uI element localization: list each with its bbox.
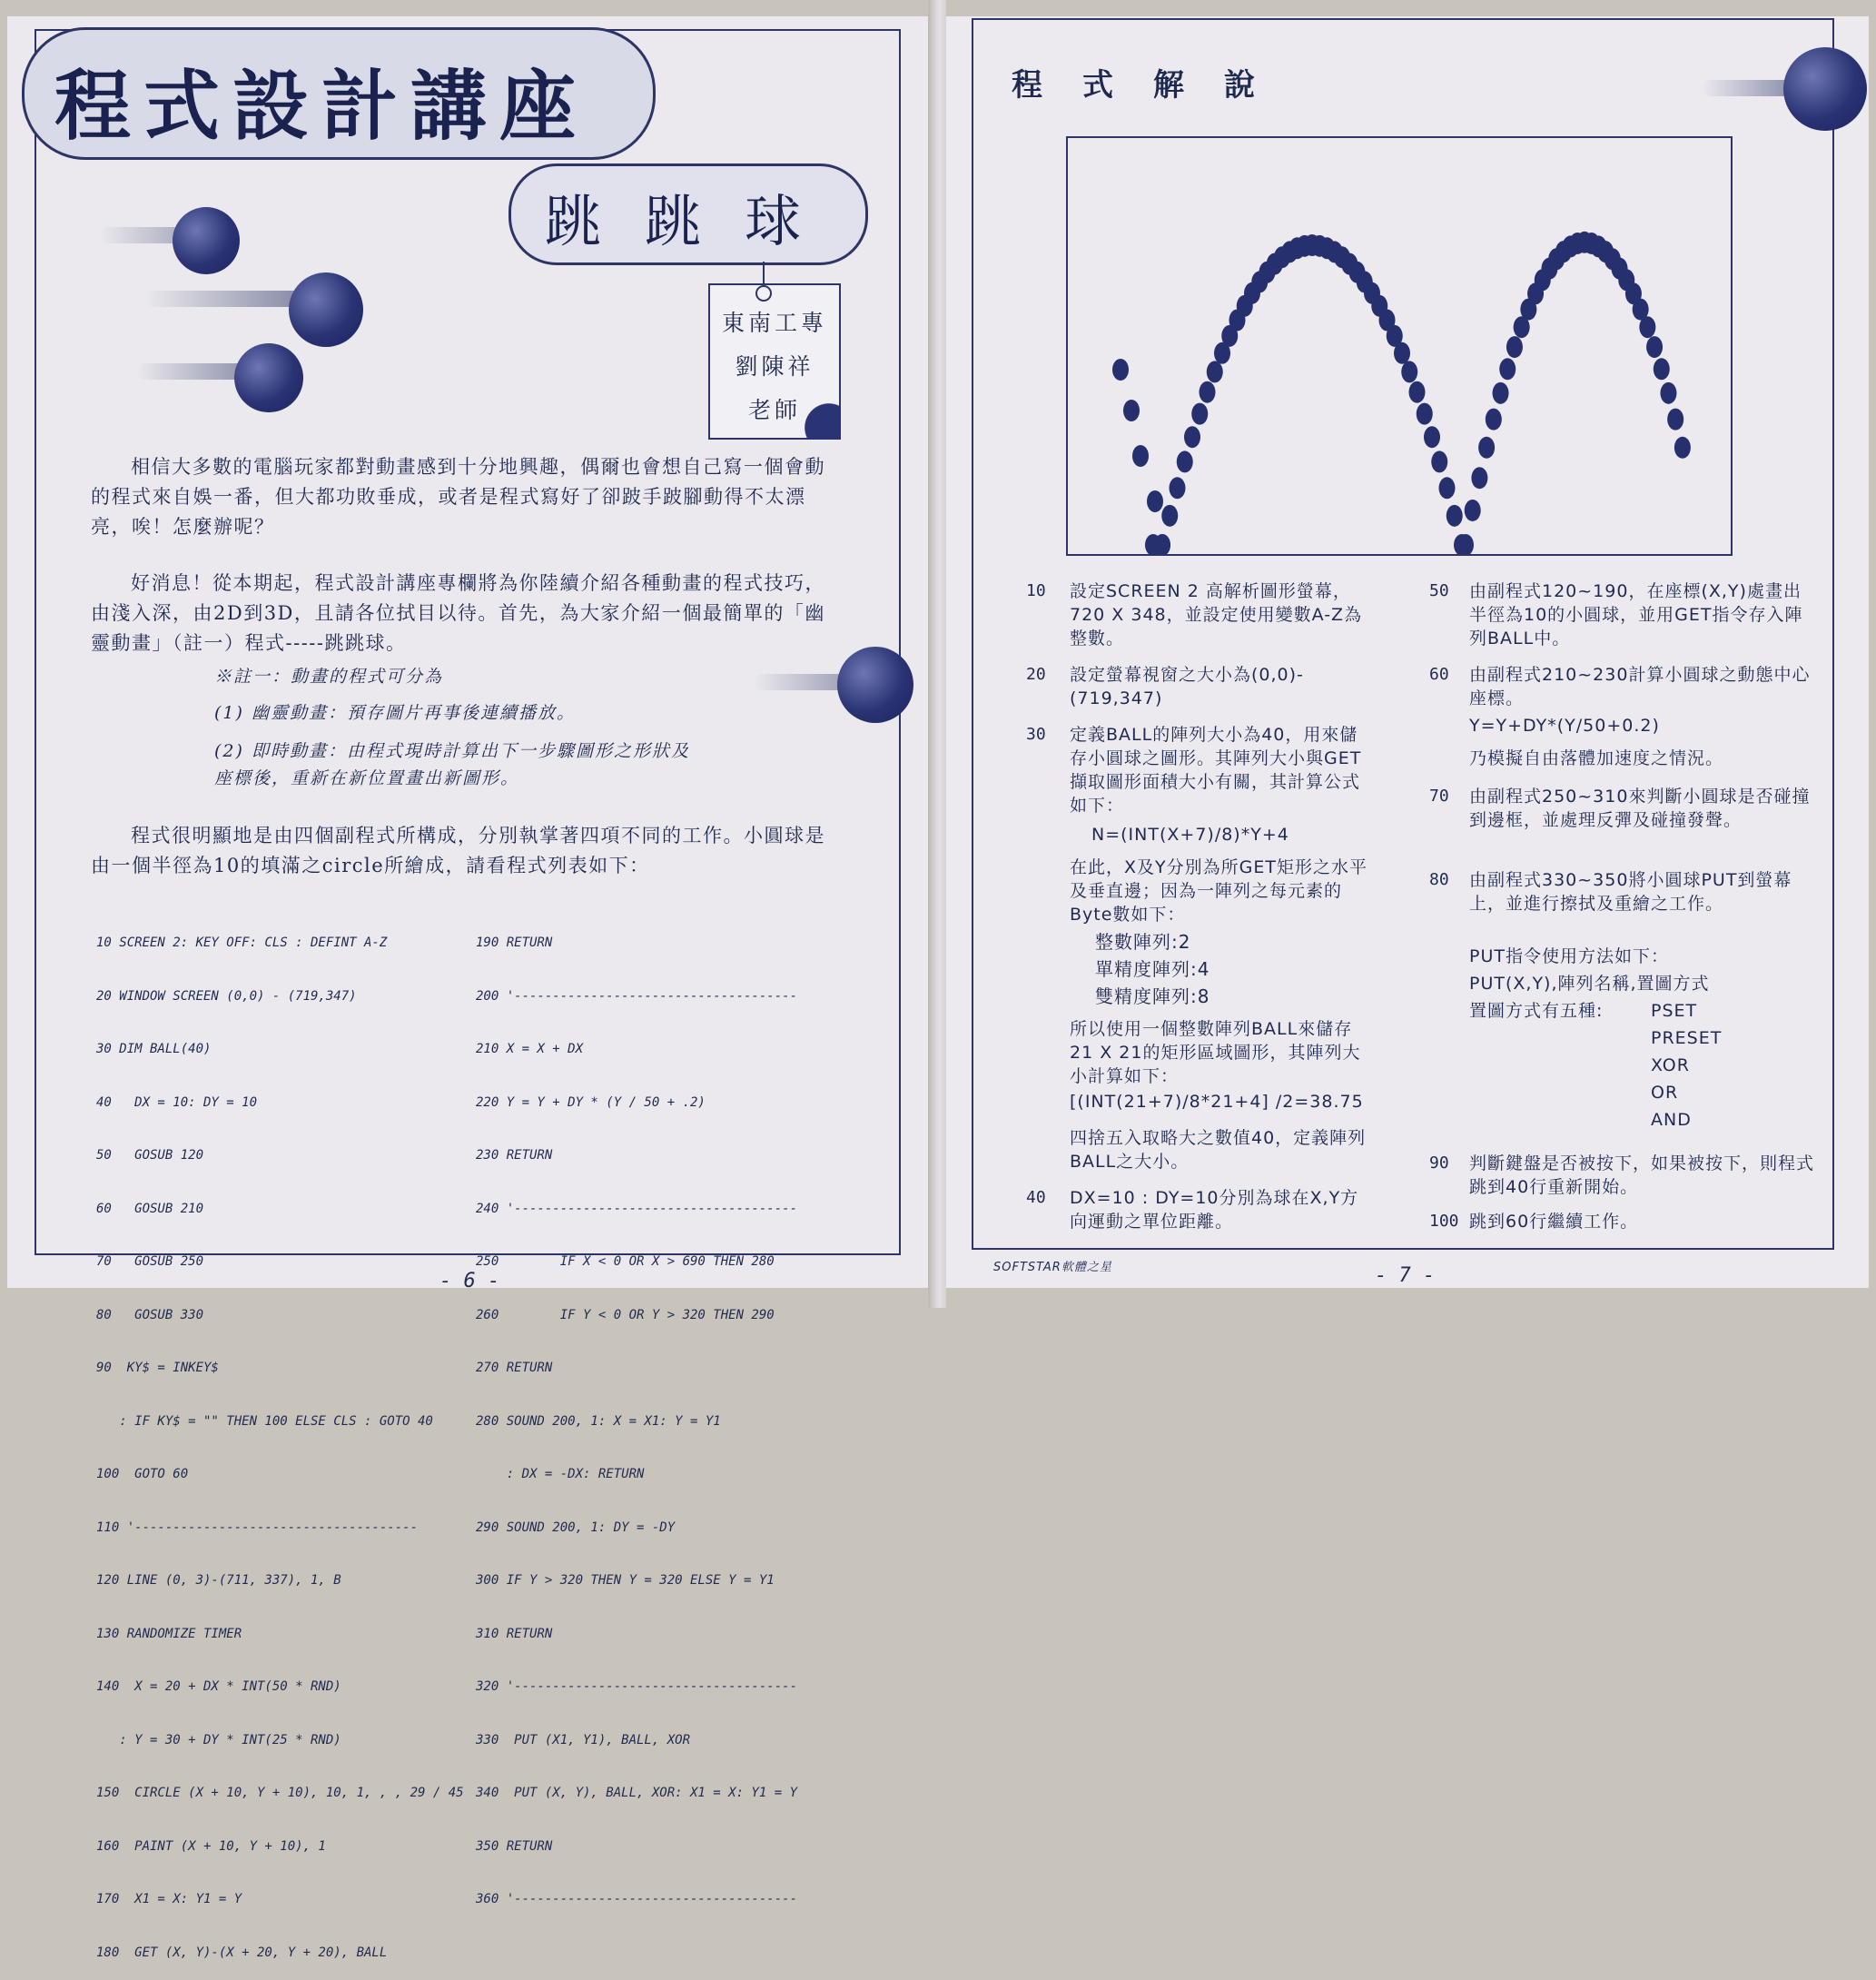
line-number: 40 xyxy=(1026,1188,1046,1207)
code-listing-col1 xyxy=(96,899,464,1980)
explanation-text: 四捨五入取略大之數值40，定義陣列BALL之大小。 xyxy=(1070,1128,1367,1172)
trajectory-ball xyxy=(1394,342,1410,364)
trajectory-ball xyxy=(1667,409,1683,431)
trajectory-ball xyxy=(1409,381,1426,403)
explanation-text: 跳到60行繼續工作。 xyxy=(1469,1212,1639,1232)
explanation-text: PUT指令使用方法如下： xyxy=(1469,946,1669,966)
code-line: 280 SOUND 200, 1: X = X1: Y = Y1 xyxy=(476,1413,721,1429)
intro-paragraph-1: 相信大多數的電腦玩家都對動畫感到十分地興趣，偶爾也會想自己寫一個會動的程式來自娛一番，但大都功敗垂成，或者是程式寫好了卻跛手跛腳動得不太漂亮，唉！怎麼辦呢？ xyxy=(91,456,825,538)
trajectory-ball xyxy=(1161,505,1178,527)
trajectory-ball xyxy=(1207,361,1223,382)
trajectory-ball xyxy=(1465,500,1481,521)
code-line: 160 PAINT (X + 10, Y + 10), 1 xyxy=(96,1838,326,1854)
trajectory-ball xyxy=(1493,382,1509,404)
trajectory-ball xyxy=(1431,450,1447,472)
code-line: 190 RETURN xyxy=(476,936,553,950)
trajectory-ball xyxy=(1177,450,1193,472)
line-number: 20 xyxy=(1026,665,1046,684)
code-line: 220 Y = Y + DY * (Y / 50 + .2) xyxy=(476,1094,706,1110)
line-number: 90 xyxy=(1429,1153,1449,1173)
explanation-text: 由副程式250~310來判斷小圓球是否碰撞到邊框，並處理反彈及碰撞發聲。 xyxy=(1469,787,1811,830)
code-line: 330 PUT (X1, Y1), BALL, XOR xyxy=(476,1732,691,1747)
page-subtitle: 跳跳球 xyxy=(545,188,845,254)
code-line: 140 X = 20 + DX * INT(50 * RND) xyxy=(96,1679,341,1694)
code-line: 30 DIM BALL(40) xyxy=(96,1042,212,1056)
trajectory-ball xyxy=(1184,426,1200,448)
code-line: : Y = 30 + DY * INT(25 * RND) xyxy=(96,1732,341,1747)
footer-brand: SOFTSTAR軟體之星 xyxy=(993,1261,1112,1274)
explanation-text: 由副程式210~230計算小圓球之動態中心座標。 xyxy=(1469,665,1811,708)
code-line: 60 GOSUB 210 xyxy=(96,1201,204,1216)
put-mode: PSET xyxy=(1651,1001,1698,1021)
trajectory-ball xyxy=(1170,477,1186,499)
flying-ball-icon xyxy=(289,272,363,347)
trajectory-ball xyxy=(1112,359,1129,381)
code-line: 270 RETURN xyxy=(476,1361,553,1375)
bounce-trajectory-figure xyxy=(1066,136,1733,556)
trajectory-ball xyxy=(1446,505,1463,527)
code-line: 120 LINE (0, 3)-(711, 337), 1, B xyxy=(96,1573,341,1588)
formula-text: [(INT(21+7)/8*21+4] /2=38.75 xyxy=(1070,1092,1364,1112)
author-title: 老師 xyxy=(747,397,801,423)
code-line: 10 SCREEN 2: KEY OFF: CLS : DEFINT A-Z xyxy=(96,936,388,950)
put-mode: PRESET xyxy=(1651,1028,1723,1048)
code-line: 130 RANDOMIZE TIMER xyxy=(96,1626,242,1641)
code-line: 320 '------------------------------------- xyxy=(476,1679,798,1694)
array-type-double: 雙精度陣列:8 xyxy=(1095,985,1210,1007)
code-line: 20 WINDOW SCREEN (0,0) - (719,347) xyxy=(96,988,357,1004)
code-line: 350 RETURN xyxy=(476,1838,553,1854)
line-number: 50 xyxy=(1429,581,1449,600)
code-line: 150 CIRCLE (X + 10, Y + 10), 10, 1, , , 29 / 45 xyxy=(96,1786,464,1800)
line-number: 10 xyxy=(1026,581,1046,600)
line-number: 30 xyxy=(1026,725,1046,744)
array-type-int: 整數陣列:2 xyxy=(1095,931,1191,953)
footnote-item-2: (2) 即時動畫：由程式現時計算出下一步驟圖形之形狀及 xyxy=(214,741,690,761)
put-mode: XOR xyxy=(1651,1055,1690,1075)
code-line: 340 PUT (X, Y), BALL, XOR: X1 = X: Y1 = Y xyxy=(476,1786,798,1800)
line-number: 100 xyxy=(1429,1212,1459,1231)
code-line: 200 '------------------------------------- xyxy=(476,988,798,1004)
put-mode: AND xyxy=(1651,1110,1692,1130)
explanation-text: 判斷鍵盤是否被按下，如果被按下，則程式跳到40行重新開始。 xyxy=(1469,1153,1815,1197)
flying-ball-icon xyxy=(173,207,240,274)
intro-paragraph-2: 好消息！從本期起，程式設計講座專欄將為你陸續介紹各種動畫的程式技巧，由淺入深，由2D到3D，且請各位拭目以待。首先，為大家介紹一個最簡單的「幽靈動畫」（註一）程式-----跳跳球。 xyxy=(91,572,825,654)
put-mode: OR xyxy=(1651,1083,1679,1103)
flying-ball-icon xyxy=(1783,47,1867,131)
explanation-text: 乃模擬自由落體加速度之情況。 xyxy=(1469,748,1724,768)
line-number: 80 xyxy=(1429,870,1449,889)
flying-ball-icon xyxy=(234,343,303,412)
code-line: : IF KY$ = "" THEN 100 ELSE CLS : GOTO 40 xyxy=(96,1413,433,1429)
program-description: 程式很明顯地是由四個副程式所構成，分別執掌著四項不同的工作。小圓球是由一個半徑為10的填滿之circle所繪成，請看程式列表如下： xyxy=(91,825,825,876)
page-number-right: - 7 - xyxy=(1375,1264,1436,1287)
trajectory-ball xyxy=(1674,437,1691,459)
page-number-left: - 6 - xyxy=(439,1270,500,1292)
trajectory-ball xyxy=(1147,490,1163,512)
explanation-text: 所以使用一個整數陣列BALL來儲存21 X 21的矩形區域圖形，其陣列大小計算如下： xyxy=(1070,1019,1361,1086)
explanation-text: 置圖方式有五種: xyxy=(1469,1001,1604,1021)
author-tag xyxy=(708,283,841,440)
code-line: 260 IF Y < 0 OR Y > 320 THEN 290 xyxy=(476,1307,775,1322)
code-line: 290 SOUND 200, 1: DY = -DY xyxy=(476,1520,676,1535)
array-type-single: 單精度陣列:4 xyxy=(1095,958,1210,980)
page-title: 程式設計講座 xyxy=(54,61,589,151)
footnote-item-1: (1) 幽靈動畫：預存圖片再事後連續播放。 xyxy=(214,703,576,723)
trajectory-ball xyxy=(1646,336,1663,358)
author-school: 東南工專 xyxy=(721,310,827,336)
trajectory-ball xyxy=(1478,437,1495,459)
code-line: 240 '------------------------------------- xyxy=(476,1201,798,1216)
explanation-text: 在此，X及Y分別為所GET矩形之水平及垂直邊；因為一陣列之每元素的Byte數如下： xyxy=(1070,857,1368,925)
put-mode-list xyxy=(1651,999,1722,1132)
line-number: 70 xyxy=(1429,787,1449,806)
code-line: 360 '------------------------------------- xyxy=(476,1892,798,1906)
code-line: 70 GOSUB 250 xyxy=(96,1254,204,1269)
code-line: 40 DX = 10: DY = 10 xyxy=(96,1094,258,1110)
code-line: 100 GOTO 60 xyxy=(96,1467,189,1481)
trajectory-ball xyxy=(1200,381,1216,403)
trajectory-ball xyxy=(1401,361,1417,382)
right-page-content xyxy=(939,0,1869,1308)
trajectory-ball xyxy=(1654,358,1670,380)
code-line: : DX = -DX: RETURN xyxy=(476,1467,645,1481)
explanation-text: 由副程式120~190，在座標(X,Y)處畫出半徑為10的小圓球，並用GET指令存入陣列BALL中。 xyxy=(1469,581,1803,648)
code-line: 300 IF Y > 320 THEN Y = 320 ELSE Y = Y1 xyxy=(476,1573,775,1588)
explanation-heading: 程式解說 xyxy=(1012,67,1295,104)
explanation-text: 設定螢幕視窗之大小為(0,0)-(719,347) xyxy=(1070,665,1304,708)
explanation-text: 設定SCREEN 2 高解析圖形螢幕，720 X 348，並設定使用變數A-Z為整數。 xyxy=(1070,581,1363,648)
trajectory-ball xyxy=(1123,400,1140,421)
trajectory-ball xyxy=(1486,409,1502,431)
line-number: 60 xyxy=(1429,665,1449,684)
explanation-text: PUT(X,Y),陣列名稱,置圖方式 xyxy=(1469,974,1710,994)
code-line: 210 X = X + DX xyxy=(476,1042,584,1056)
trajectory-ball xyxy=(1471,467,1487,489)
footnote-item-2-cont: 座標後，重新在新位置畫出新圖形。 xyxy=(214,768,520,788)
formula-text: Y=Y+DY*(Y/50+0.2) xyxy=(1469,716,1660,736)
trajectory-ball xyxy=(1424,426,1440,448)
trajectory-ball xyxy=(1132,445,1149,467)
ball-trail xyxy=(145,291,309,307)
code-line: 310 RETURN xyxy=(476,1626,553,1641)
code-line: 50 GOSUB 120 xyxy=(96,1148,204,1163)
footnote-title: ※註一：動畫的程式可分為 xyxy=(214,667,444,687)
trajectory-ball xyxy=(1499,358,1516,380)
code-line: 170 X1 = X: Y1 = Y xyxy=(96,1892,242,1906)
flying-ball-icon xyxy=(837,647,913,723)
tag-corner-ball xyxy=(801,400,841,440)
code-line: 80 GOSUB 330 xyxy=(96,1307,204,1322)
explanation-text: 由副程式330~350將小圓球PUT到螢幕上，並進行擦拭及重繪之工作。 xyxy=(1469,870,1792,914)
trajectory-ball xyxy=(1639,316,1655,338)
trajectory-ball xyxy=(1191,403,1208,425)
code-line: 250 IF X < 0 OR X > 690 THEN 280 xyxy=(476,1254,775,1269)
explanation-text: DX=10 : DY=10分別為球在X,Y方向運動之單位距離。 xyxy=(1070,1188,1359,1232)
trajectory-ball xyxy=(1506,336,1523,358)
code-line: 180 GET (X, Y)-(X + 20, Y + 20), BALL xyxy=(96,1945,388,1960)
code-line: 230 RETURN xyxy=(476,1148,553,1163)
author-name: 劉陳祥 xyxy=(735,353,815,380)
trajectory-ball xyxy=(1417,403,1433,425)
formula-text: N=(INT(X+7)/8)*Y+4 xyxy=(1091,825,1289,845)
bounce-trajectory-svg xyxy=(1068,138,1731,554)
trajectory-ball xyxy=(1660,382,1676,404)
code-listing-col2 xyxy=(476,899,797,1926)
code-line: 110 '------------------------------------- xyxy=(96,1520,419,1535)
tag-ring xyxy=(755,285,772,302)
trajectory-ball xyxy=(1439,477,1456,499)
code-line: 90 KY$ = INKEY$ xyxy=(96,1361,219,1375)
explanation-text: 定義BALL的陣列大小為40，用來儲存小圓球之圖形。其陣列大小與GET擷取圖形面積大小有關，其計算公式如下： xyxy=(1070,725,1362,816)
